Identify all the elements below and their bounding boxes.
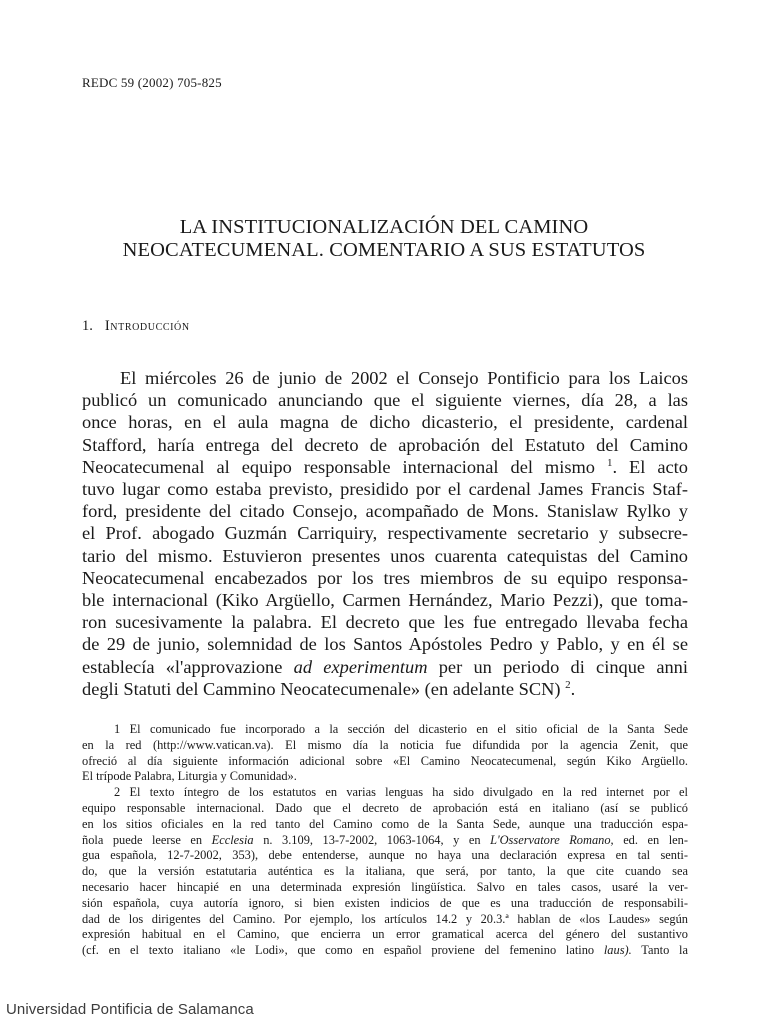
footnote-text: n. 3.109, 13-7-2002, 1063-1064, y en	[263, 832, 481, 847]
footnote-line: en los sitios oficiales en la red tanto del Camino como de la Santa Sede, aunque una traducción espa-	[82, 816, 688, 831]
paragraph-line	[82, 656, 688, 678]
paragraph-line: publicó un comunicado anunciando que el siguiente viernes, día 28, a las	[82, 390, 688, 411]
paragraph-line: once horas, en el aula magna de dicho dicasterio, el presidente, cardenal	[82, 412, 688, 433]
footnote-line: en la red (http://www.vatican.va). El mismo día la noticia fue difundida por la agencia Zenit, que	[82, 737, 688, 752]
footnote-line: expresión habitual en el Camino, que encierra un error gramatical acerca del género del sustantivo	[82, 927, 688, 942]
paragraph-line: Stafford, haría entrega del decreto de aprobación del Estatuto del Camino	[82, 434, 688, 455]
footnote-line: ofreció al día siguiente información adicional sobre «El Camino Neocatecumenal, según Kiko Argüello.	[82, 753, 688, 768]
paragraph-line: ron sucesivamente la palabra. El decreto que les fue entregado llevaba fecha	[82, 612, 688, 633]
paragraph-line-text: . El acto	[612, 456, 688, 477]
section-title: Introducción	[104, 318, 190, 334]
footnote-text: (cf. en el texto italiano «le Lodi», que como en español proviene del femenino latino	[82, 943, 595, 958]
paragraph-line-text: .	[570, 678, 576, 699]
paragraph-line: ble internacional (Kiko Argüello, Carmen Hernández, Mario Pezzi), que toma-	[82, 590, 688, 611]
paragraph-line: ford, presidente del citado Consejo, acompañado de Mons. Stanislaw Rylko y	[82, 501, 688, 522]
paragraph-line-text: establecía «l'approvazione	[82, 656, 283, 677]
italic-word: laus).	[603, 943, 632, 958]
paragraph-line: el Prof. abogado Guzmán Carriquiry, respectivamente secretario y subsecre-	[82, 523, 688, 544]
institution-watermark: Universidad Pontificia de Salamanca	[6, 1001, 254, 1018]
footnote-line: equipo responsable internacional. Dado que el decreto de aprobación está en italiano (así se publicó	[82, 800, 688, 815]
paragraph-line	[82, 456, 688, 478]
footnotes	[82, 722, 688, 959]
footnote-line: do, que la versión estatutaria auténtica es la italiana, que será, por tanto, la que cite cuando sea	[82, 864, 688, 879]
article-title-line-1: LA INSTITUCIONALIZACIÓN DEL CAMINO	[179, 216, 589, 238]
footnote-line: 2 El texto íntegro de los estatutos en varias lenguas ha sido divulgado en la red internet por el	[114, 785, 688, 800]
body-paragraph	[82, 367, 688, 700]
journal-reference: REDC 59 (2002) 705-825	[82, 75, 222, 90]
footnote-1	[82, 722, 688, 785]
article-title	[60, 216, 708, 262]
section-number: 1.	[82, 318, 93, 334]
article-title-line-2: NEOCATECUMENAL. COMENTARIO A SUS ESTATUTOS	[122, 239, 646, 261]
italic-title: L'Osservatore Romano,	[490, 832, 614, 847]
paragraph-line: tuvo lugar como estaba previsto, presidido por el cardenal James Francis Staf-	[82, 479, 688, 500]
footnote-text: ed. en len-	[623, 832, 689, 847]
footnote-line: 1 El comunicado fue incorporado a la sección del dicasterio en el sitio oficial de la Santa Sede	[114, 722, 688, 736]
footnote-text: ñola puede leerse en	[82, 832, 203, 847]
footnote-line	[82, 833, 688, 849]
paragraph-line: El miércoles 26 de junio de 2002 el Consejo Pontificio para los Laicos	[120, 368, 688, 388]
paragraph-line: tario del mismo. Estuvieron presentes unos cuarenta catequistas del Camino	[82, 545, 688, 566]
paragraph-line-text: Neocatecumenal al equipo responsable internacional del mismo	[82, 456, 595, 477]
paragraph-line-text: per un periodo di cinque anni	[438, 656, 688, 677]
section-heading	[82, 318, 190, 335]
footnote-2	[82, 785, 688, 959]
footnote-line: sión española, cuya autoría ignoro, si bien existen indicios de que es una traducción de responsabili-	[82, 895, 688, 910]
footnote-ref-1[interactable]: 1	[606, 456, 613, 469]
paragraph-line-text: degli Statuti del Cammino Neocatecumenale» (en adelante SCN)	[82, 678, 561, 699]
footnote-ref-2[interactable]: 2	[565, 678, 571, 691]
footnote-line: necesario hacer hincapié en una determinada expresión lingüística. Salvo en tales casos, usaré la ver-	[82, 879, 688, 894]
footnote-line	[82, 943, 688, 959]
italic-phrase: ad experimentum	[293, 656, 428, 677]
italic-title: Ecclesia	[211, 832, 254, 847]
footnote-line: El trípode Palabra, Liturgia y Comunidad».	[82, 769, 297, 784]
paragraph-line	[82, 678, 688, 700]
paragraph-line: de 29 de junio, solemnidad de los Santos Apóstoles Pedro y Pablo, y en él se	[82, 634, 688, 655]
paragraph-line: Neocatecumenal encabezados por los tres miembros de su equipo responsa-	[82, 567, 688, 588]
footnote-line: gua española, 12-7-2002, 353), debe entenderse, aunque no haya una declaración expresa en tal senti-	[82, 848, 688, 863]
footnote-text: Tanto la	[641, 943, 689, 958]
footnote-line: dad de los dirigentes del Camino. Por ejemplo, los artículos 14.2 y 20.3.ª hablan de «los Laudes» según	[82, 911, 688, 926]
